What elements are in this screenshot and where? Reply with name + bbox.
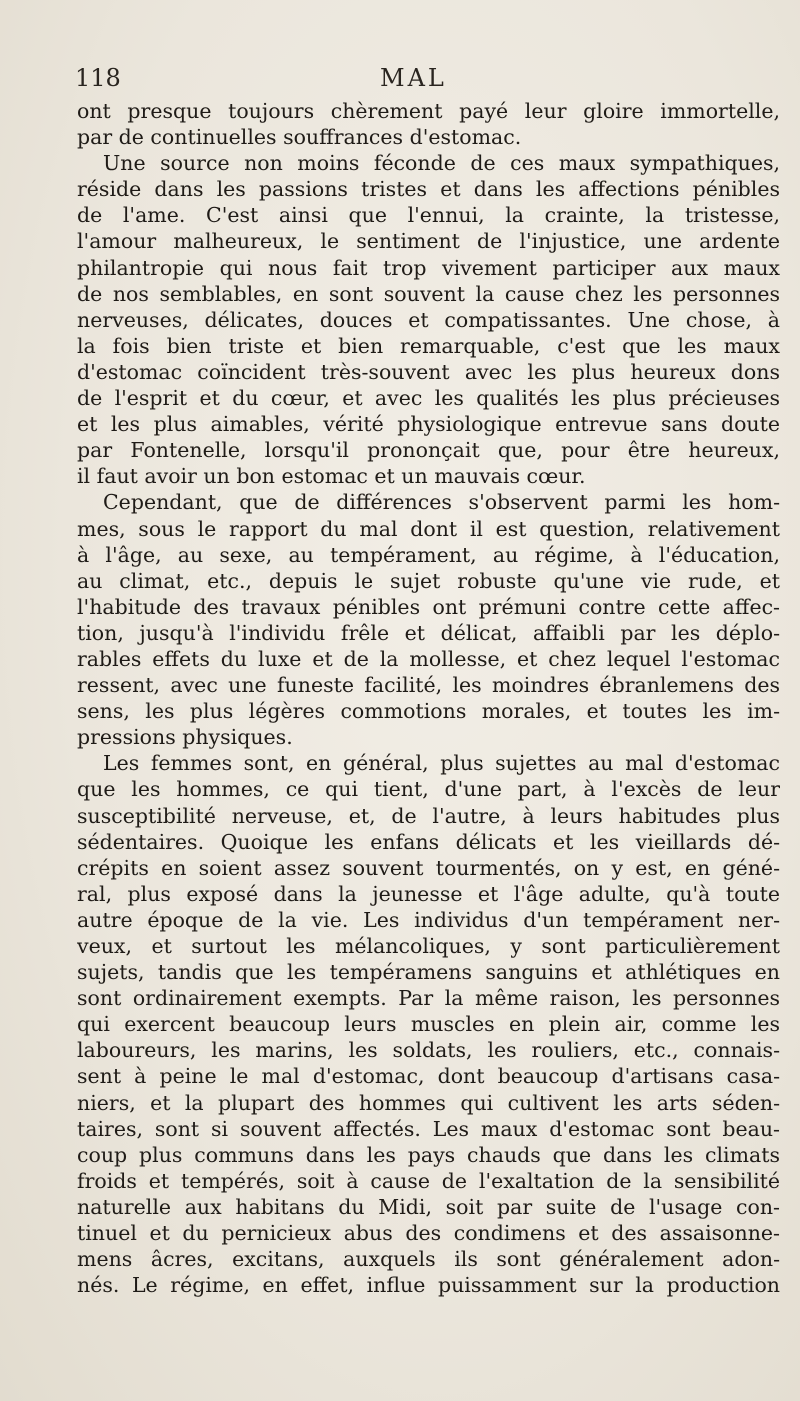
text-line: sont ordinairement exempts. Par la même raison, les personnes bbox=[77, 986, 780, 1011]
text-line: l'amour malheureux, le sentiment de l'injustice, une ardente bbox=[77, 229, 780, 254]
text-line: naturelle aux habitans du Midi, soit par suite de l'usage con- bbox=[77, 1194, 780, 1219]
text-line: sédentaires. Quoique les enfans délicats et les vieillards dé- bbox=[77, 829, 780, 854]
text-line: sent à peine le mal d'estomac, dont beaucoup d'artisans casa- bbox=[77, 1064, 780, 1089]
text-line: Une source non moins féconde de ces maux sympathiques, bbox=[103, 151, 780, 176]
text-line: pressions physiques. bbox=[77, 725, 293, 750]
text-line: au climat, etc., depuis le sujet robuste qu'une vie rude, et bbox=[77, 568, 780, 593]
text-line: laboureurs, les marins, les soldats, les rouliers, etc., connais- bbox=[77, 1038, 780, 1063]
page-number: 118 bbox=[75, 64, 121, 92]
text-line: susceptibilité nerveuse, et, de l'autre, à leurs habitudes plus bbox=[77, 803, 780, 828]
text-line: veux, et surtout les mélancoliques, y sont particulièrement bbox=[77, 934, 780, 958]
text-line: qui exercent beaucoup leurs muscles en plein air, comme les bbox=[77, 1012, 780, 1037]
text-line: de nos semblables, en sont souvent la cause chez les personnes bbox=[77, 281, 780, 306]
text-line: mens âcres, excitans, auxquels ils sont généralement adon- bbox=[77, 1247, 780, 1272]
text-line: d'estomac coïncident très-souvent avec les plus heureux dons bbox=[77, 359, 780, 384]
text-line: par Fontenelle, lorsqu'il prononçait que, pour être heureux, bbox=[77, 438, 780, 463]
text-line: mes, sous le rapport du mal dont il est question, relativement bbox=[77, 516, 780, 541]
text-line: Les femmes sont, en général, plus sujettes au mal d'estomac bbox=[103, 751, 780, 776]
text-line: Cependant, que de différences s'observent parmi les hom- bbox=[103, 490, 780, 515]
text-line: nerveuses, délicates, douces et compatissantes. Une chose, à bbox=[77, 307, 780, 332]
text-line: l'habitude des travaux pénibles ont prémuni contre cette affec- bbox=[77, 594, 780, 619]
text-line: et les plus aimables, vérité physiologique entrevue sans doute bbox=[77, 412, 780, 437]
text-line: par de continuelles souffrances d'estomac. bbox=[77, 125, 522, 150]
text-line: tion, jusqu'à l'individu frêle et délicat, affaibli par les déplo- bbox=[77, 620, 780, 645]
text-line: niers, et la plupart des hommes qui cultivent les arts séden- bbox=[77, 1090, 780, 1115]
text-line: coup plus communs dans les pays chauds que dans les climats bbox=[77, 1142, 780, 1167]
text-line: taires, sont si souvent affectés. Les maux d'estomac sont beau- bbox=[77, 1116, 780, 1141]
running-head: MAL bbox=[380, 64, 447, 92]
body-text bbox=[77, 98, 780, 1298]
page-header bbox=[75, 62, 779, 98]
text-line: de l'ame. C'est ainsi que l'ennui, la crainte, la tristesse, bbox=[77, 203, 780, 228]
text-line: ressent, avec une funeste facilité, les moindres ébranlemens des bbox=[77, 673, 780, 698]
text-line: nés. Le régime, en effet, influe puissamment sur la production bbox=[77, 1273, 780, 1298]
text-line: ont presque toujours chèrement payé leur gloire immortelle, bbox=[77, 99, 780, 123]
text-line: tinuel et du pernicieux abus des condimens et des assaisonne- bbox=[77, 1221, 780, 1246]
text-line: la fois bien triste et bien remarquable, c'est que les maux bbox=[77, 333, 780, 358]
text-line: de l'esprit et du cœur, et avec les qualités les plus précieuses bbox=[77, 386, 780, 411]
text-line: réside dans les passions tristes et dans les affections pénibles bbox=[77, 177, 780, 202]
text-line: autre époque de la vie. Les individus d'un tempérament ner- bbox=[77, 907, 780, 932]
text-line: sujets, tandis que les tempéramens sanguins et athlétiques en bbox=[77, 960, 780, 985]
text-line: froids et tempérés, soit à cause de l'exaltation de la sensibilité bbox=[77, 1168, 780, 1193]
text-line: philantropie qui nous fait trop vivement participer aux maux bbox=[77, 255, 780, 280]
text-line: sens, les plus légères commotions morales, et toutes les im- bbox=[77, 699, 780, 724]
text-line: à l'âge, au sexe, au tempérament, au régime, à l'éducation, bbox=[77, 542, 780, 567]
text-line: rables effets du luxe et de la mollesse, et chez lequel l'estomac bbox=[77, 646, 780, 671]
text-line: que les hommes, ce qui tient, d'une part, à l'excès de leur bbox=[77, 777, 780, 802]
text-line: il faut avoir un bon estomac et un mauvais cœur. bbox=[77, 464, 586, 489]
text-line: ral, plus exposé dans la jeunesse et l'âge adulte, qu'à toute bbox=[77, 881, 780, 906]
text-line: crépits en soient assez souvent tourmentés, on y est, en géné- bbox=[77, 855, 780, 880]
